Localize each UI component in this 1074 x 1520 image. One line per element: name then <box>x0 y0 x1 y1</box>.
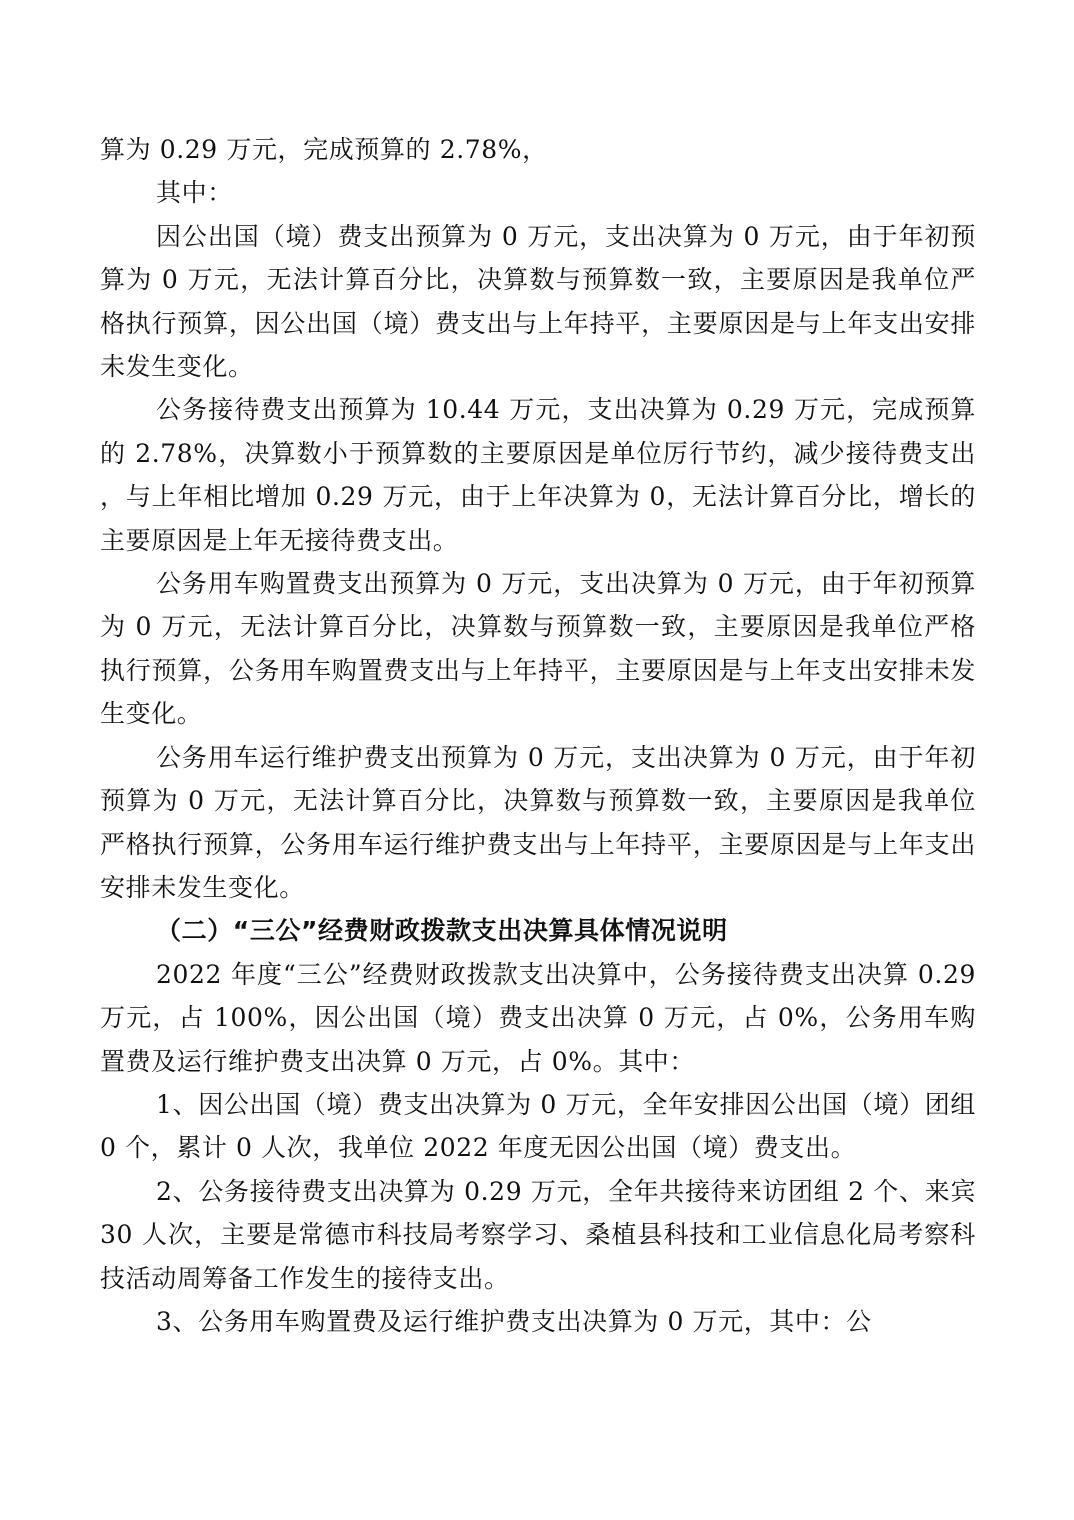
section-heading: （二）“三公”经费财政拨款支出决算具体情况说明 <box>156 916 728 946</box>
paragraph-item-3: 3、公务用车购置费及运行维护费支出决算为 0 万元，其中：公 <box>156 1306 872 1336</box>
paragraph-vehicle-purchase: 公务用车购置费支出预算为 0 万元，支出决算为 0 万元，由于年初预算为 0 万元，无法计算百分比，决算数与预算数一致，主要原因是我单位严格执行预算，公务用车购置费支出与上年持平，主要原因是与上年支出安排未发生变化。 <box>100 569 976 729</box>
paragraph-official-reception: 公务接待费支出预算为 10.44 万元，支出决算为 0.29 万元，完成预算的 2.78%，决算数小于预算数的主要原因是单位厉行节约，减少接待费支出 ，与上年相比增加 0.29 万元，由于上年决算为 0，无法计算百分比，增长的主要原因是上年无接待费支出。 <box>100 395 976 555</box>
paragraph-overseas-travel: 因公出国（境）费支出预算为 0 万元，支出决算为 0 万元，由于年初预算为 0 万元，无法计算百分比，决算数与预算数一致，主要原因是我单位严格执行预算，因公出国（境）费支出与上年持平，主要原因是与上年支出安排未发生变化。 <box>100 221 976 382</box>
paragraph-continuation: 算为 0.29 万元，完成预算的 2.78%， <box>100 135 548 164</box>
paragraph-summary-2022: 2022 年度“三公”经费财政拨款支出决算中，公务接待费支出决算 0.29 万元，占 100%，因公出国（境）费支出决算 0 万元，占 0%，公务用车购置费及运行维护费支出决算 0 万元，占 0%。其中： <box>100 959 976 1076</box>
paragraph-item-1: 1、因公出国（境）费支出决算为 0 万元，全年安排因公出国（境）团组 0 个，累计 0 人次，我单位 2022 年度无因公出国（境）费支出。 <box>100 1089 976 1163</box>
paragraph-vehicle-maintenance: 公务用车运行维护费支出预算为 0 万元，支出决算为 0 万元，由于年初预算为 0 万元，无法计算百分比，决算数与预算数一致，主要原因是我单位严格执行预算，公务用车运行维护费支出与上年持平，主要原因是与上年支出安排未发生变化。 <box>100 742 976 902</box>
paragraph-among-them: 其中： <box>156 178 233 208</box>
paragraph-item-2: 2、公务接待费支出决算为 0.29 万元，全年共接待来访团组 2 个、来宾 30 人次，主要是常德市科技局考察学习、桑植县科技和工业信息化局考察科技活动周筹备工作发生的接待支出。 <box>100 1176 976 1293</box>
document-page <box>100 128 976 1343</box>
